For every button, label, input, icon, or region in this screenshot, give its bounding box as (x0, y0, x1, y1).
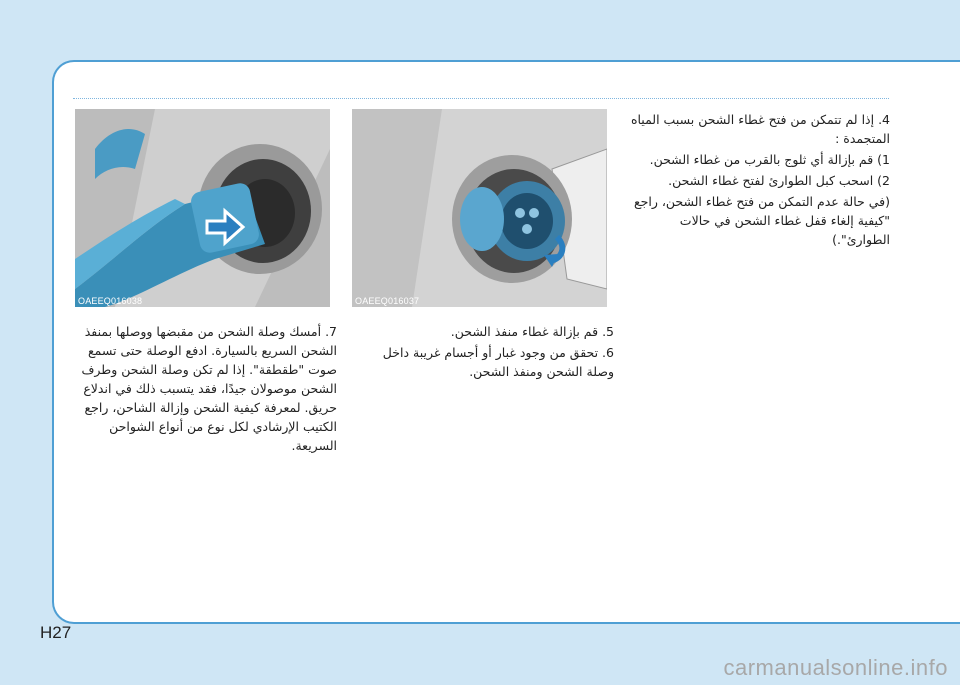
step-4-note: (في حالة عدم التمكن من فتح غطاء الشحن، راجع "كيفية إلغاء قفل غطاء الشحن في حالات الطوارئ".) (633, 194, 890, 247)
instructions-step-4 (628, 110, 890, 251)
photo-connector-plugging (75, 109, 330, 307)
step-5-text: 5. قم بإزالة غطاء منفذ الشحن. (450, 324, 614, 339)
step-4-text: 4. إذا لم تتمكن من فتح غطاء الشحن بسبب المياه المتجمدة : (630, 112, 890, 146)
step-4-sub-2: 2) اسحب كبل الطوارئ لفتح غطاء الشحن. (668, 173, 890, 188)
page-number: H27 (40, 623, 72, 642)
photo-charging-port (352, 109, 607, 307)
watermark: carmanualsonline.info (723, 655, 948, 680)
instructions-step-7 (75, 322, 337, 457)
top-divider (73, 98, 889, 99)
figure-code: OAEEQ016038 (78, 296, 143, 306)
port-illustration (352, 109, 607, 307)
step-4-sub-1: 1) قم بإزالة أي ثلوج بالقرب من غطاء الشحن. (649, 152, 890, 167)
step-7-text: 7. أمسك وصلة الشحن من مقبضها ووصلها بمنفذ الشحن السريع بالسيارة. ادفع الوصلة حتى تسمع صوت "طقطقة". إذا لم تكن وصلة الشحن وطرف الشحن موصولان جيدًا، فقد يتسبب ذلك في اندلاع حريق. لمعرفة كيفية الشحن وإزالة الشاحن، راجع الكتيب الإرشادي لكل نوع من أنواع الشواحن السريعة. (81, 324, 337, 453)
connector-illustration (75, 109, 330, 307)
step-6-text: 6. تحقق من وجود غبار أو أجسام غريبة داخل وصلة الشحن ومنفذ الشحن. (382, 345, 614, 379)
instructions-steps-5-6 (352, 322, 614, 383)
figure-code: OAEEQ016037 (355, 296, 420, 306)
